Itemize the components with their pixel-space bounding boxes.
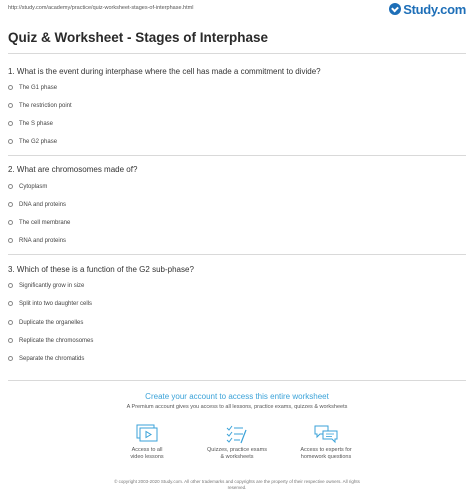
logo-text: Study.com — [403, 1, 466, 17]
title-divider — [8, 53, 466, 54]
cta-divider — [8, 380, 466, 381]
top-bar — [0, 0, 474, 18]
chat-bubbles-icon — [314, 424, 338, 444]
study-logo[interactable] — [389, 2, 466, 16]
question-2-option-3[interactable]: The cell membrane — [8, 218, 70, 227]
question-2-option-4[interactable]: RNA and proteins — [8, 236, 66, 245]
question-3-option-3[interactable]: Duplicate the organelles — [8, 318, 83, 327]
question-3-option-5[interactable]: Separate the chromatids — [8, 354, 84, 363]
question-2-option-1[interactable]: Cytoplasm — [8, 182, 47, 191]
radio-icon[interactable] — [8, 301, 13, 306]
question-1-option-3[interactable]: The S phase — [8, 119, 53, 128]
radio-icon[interactable] — [8, 184, 13, 189]
premium-description: A Premium account gives you access to all lessons, practice exams, quizzes & worksheets — [126, 404, 348, 410]
radio-icon[interactable] — [8, 338, 13, 343]
page-title: Quiz & Worksheet - Stages of Interphase — [8, 30, 269, 45]
question-3-option-2[interactable]: Split into two daughter cells — [8, 299, 92, 308]
question-2-option-2[interactable]: DNA and proteins — [8, 200, 66, 209]
radio-icon[interactable] — [8, 283, 13, 288]
question-3-option-1[interactable]: Significantly grow in size — [8, 281, 84, 290]
feature-label: Quizzes, practice exams & worksheets — [207, 447, 267, 460]
question-2: 2. What are chromosomes made of? — [8, 165, 138, 174]
video-icon — [136, 424, 158, 444]
question-1-option-1[interactable]: The G1 phase — [8, 83, 57, 92]
feature-experts — [271, 424, 381, 461]
radio-icon[interactable] — [8, 103, 13, 108]
page-url: http://study.com/academy/practice/quiz-worksheet-stages-of-interphase.html — [8, 5, 194, 11]
radio-icon[interactable] — [8, 220, 13, 225]
create-account-link[interactable]: Create your account to access this entire worksheet — [145, 392, 329, 401]
radio-icon[interactable] — [8, 202, 13, 207]
feature-label: Access to all video lessons — [130, 447, 164, 460]
radio-icon[interactable] — [8, 121, 13, 126]
quiz-checklist-icon — [226, 424, 248, 444]
question-1-option-2[interactable]: The restriction point — [8, 101, 72, 110]
radio-icon[interactable] — [8, 238, 13, 243]
radio-icon[interactable] — [8, 85, 13, 90]
feature-label: Access to experts for homework questions — [300, 447, 352, 460]
question-3-option-4[interactable]: Replicate the chromosomes — [8, 336, 93, 345]
question-3: 3. Which of these is a function of the G2 sub-phase? — [8, 265, 194, 274]
radio-icon[interactable] — [8, 356, 13, 361]
radio-icon[interactable] — [8, 320, 13, 325]
copyright-footer: © copyright 2003-2020 Study.com. All other trademarks and copyrights are the property of their respective owners. All rights reserved. — [114, 479, 360, 490]
question-1-option-4[interactable]: The G2 phase — [8, 137, 57, 146]
question-divider — [8, 155, 466, 156]
question-divider — [8, 254, 466, 255]
checkmark-logo-icon — [389, 3, 401, 15]
radio-icon[interactable] — [8, 139, 13, 144]
question-1: 1. What is the event during interphase where the cell has made a commitment to divide? — [8, 67, 321, 76]
